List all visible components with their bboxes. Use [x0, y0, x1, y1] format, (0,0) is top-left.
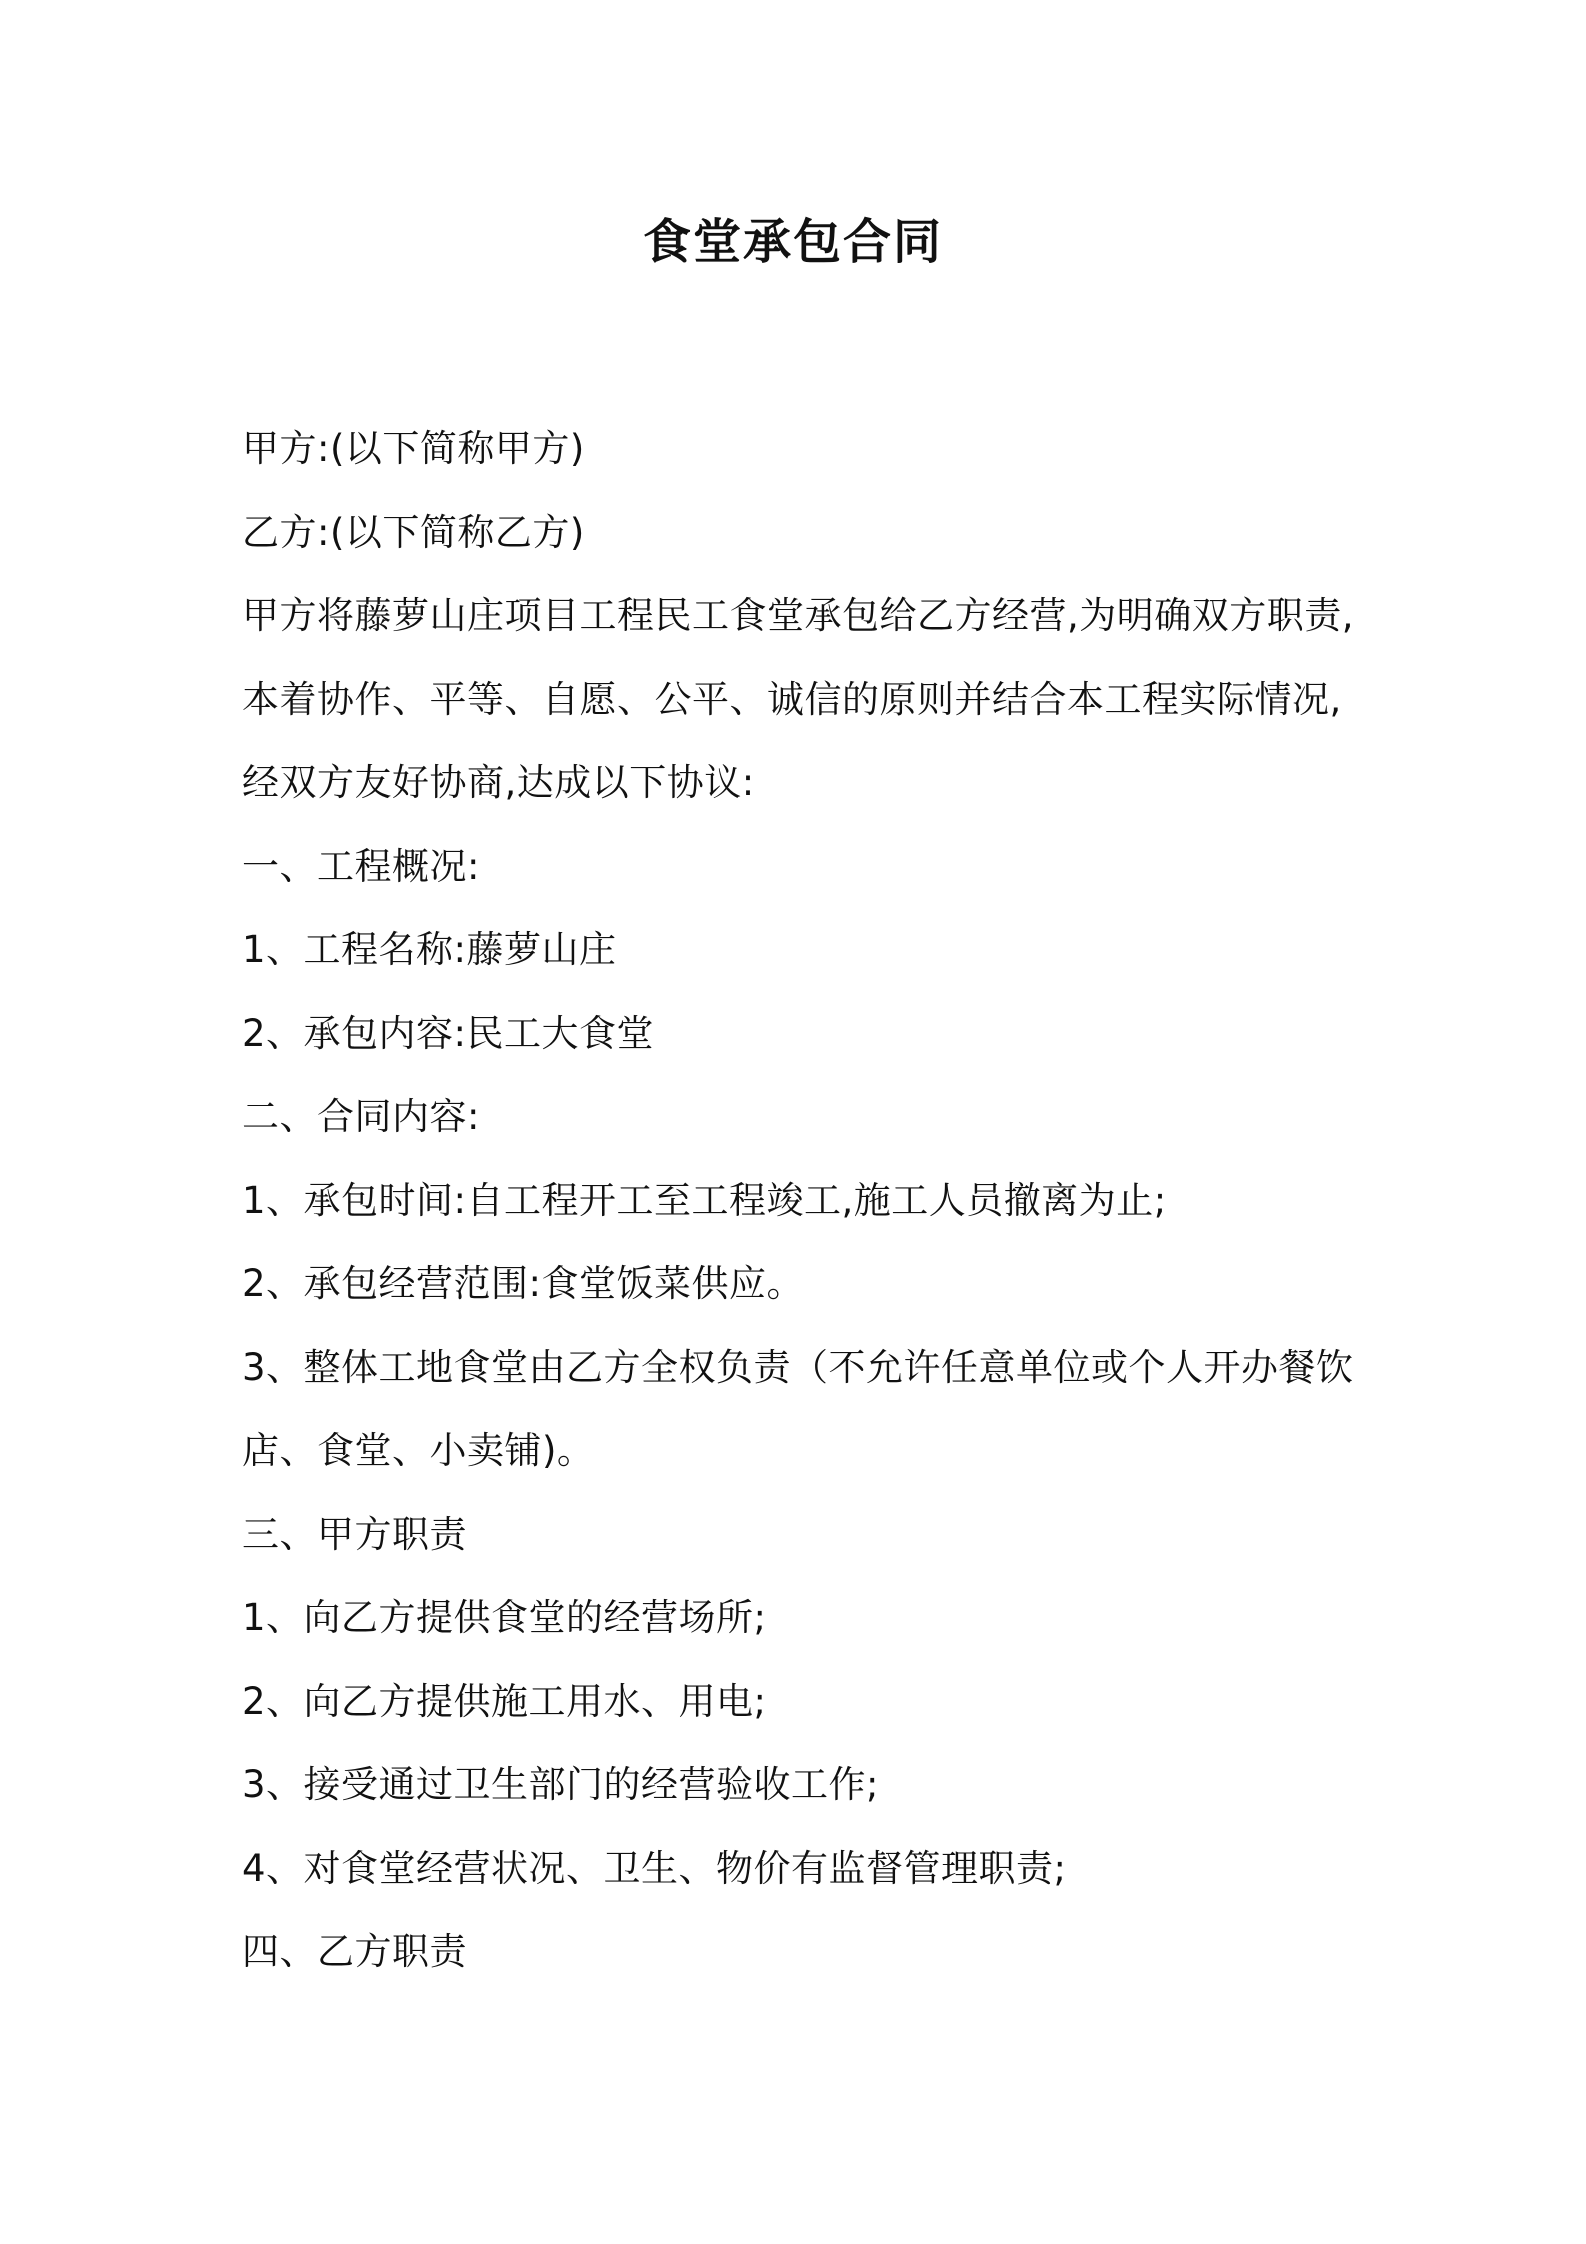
intro-paragraph-line-3: 经双方友好协商,达成以下协议:	[242, 761, 755, 804]
party-a-duty-3: 3、接受通过卫生部门的经营验收工作;	[242, 1763, 880, 1806]
clause-canteen-responsibility-line-1: 3、整体工地食堂由乙方全权负责（不允许任意单位或个人开办餐饮	[242, 1345, 1354, 1389]
document-title: 食堂承包合同	[642, 214, 943, 270]
section-heading-project-overview: 一、工程概况:	[242, 844, 480, 888]
clause-project-name: 1、工程名称:藤萝山庄	[242, 928, 617, 971]
clause-canteen-responsibility-line-2: 店、食堂、小卖铺)。	[242, 1429, 595, 1472]
party-b-line: 乙方:(以下简称乙方)	[242, 510, 585, 554]
clause-business-scope: 2、承包经营范围:食堂饭菜供应。	[242, 1262, 805, 1305]
intro-paragraph-line-2: 本着协作、平等、自愿、公平、诚信的原则并结合本工程实际情况,	[242, 677, 1342, 721]
party-a-duty-2: 2、向乙方提供施工用水、用电;	[242, 1679, 767, 1723]
clause-contract-scope: 2、承包内容:民工大食堂	[242, 1011, 655, 1055]
section-heading-party-a-duties: 三、甲方职责	[242, 1512, 467, 1556]
party-a-duty-4: 4、对食堂经营状况、卫生、物价有监督管理职责;	[242, 1846, 1067, 1890]
section-heading-party-b-duties: 四、乙方职责	[242, 1930, 467, 1973]
intro-paragraph-line-1: 甲方将藤萝山庄项目工程民工食堂承包给乙方经营,为明确双方职责,	[242, 594, 1355, 637]
section-heading-contract-content: 二、合同内容:	[242, 1095, 480, 1138]
party-a-duty-1: 1、向乙方提供食堂的经营场所;	[242, 1596, 767, 1639]
clause-contract-period: 1、承包时间:自工程开工至工程竣工,施工人员撤离为止;	[242, 1178, 1167, 1222]
party-a-line: 甲方:(以下简称甲方)	[242, 427, 585, 470]
document-body	[242, 407, 1362, 1994]
